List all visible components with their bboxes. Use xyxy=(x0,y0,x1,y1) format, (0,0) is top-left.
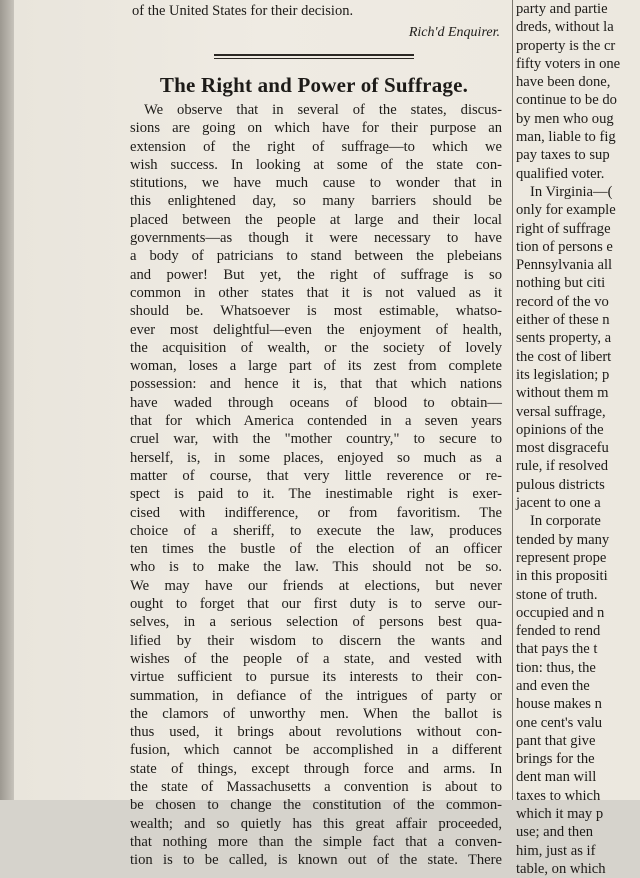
article-line: ten times the bustle of the election of an officer xyxy=(130,541,502,558)
adjacent-column-line: dent man will xyxy=(516,769,597,786)
article-line: summation, in defiance of the intrigues of party or xyxy=(130,687,502,704)
main-column xyxy=(120,0,508,869)
article-line: have waded through oceans of blood to obtain— xyxy=(130,394,502,411)
article-line: matter of course, that very little reverence or re- xyxy=(130,467,502,484)
adjacent-column-line: use; and then xyxy=(516,824,594,841)
adjacent-column-line: have been done, xyxy=(516,74,611,91)
adjacent-column-line: fifty voters in one xyxy=(516,55,621,72)
adjacent-column-line: and even the xyxy=(516,677,590,694)
article-line: state of things, except through force and arms. In xyxy=(130,760,502,777)
adjacent-column-line: In Virginia—( xyxy=(530,183,613,200)
article-line: We observe that in several of the states, discus- xyxy=(144,102,502,118)
adjacent-column-line: tion: thus, the xyxy=(516,659,596,676)
adjacent-column-line: that pays the t xyxy=(516,641,598,658)
article-line: that for which America contended in a seven years xyxy=(130,413,502,430)
adjacent-column-line: without them m xyxy=(516,385,609,402)
article-line: ever most delightful—even the enjoyment of health, xyxy=(130,321,502,338)
adjacent-column-line: In corporate xyxy=(530,513,601,530)
adjacent-column-line: by men who oug xyxy=(516,110,614,127)
article-line: possession: and hence it is, that that which nations xyxy=(130,376,502,393)
adjacent-column-line: pay taxes to sup xyxy=(516,147,610,164)
column-rule xyxy=(512,0,513,800)
adjacent-column-line: sents property, a xyxy=(516,330,612,347)
adjacent-column-line: one cent's valu xyxy=(516,714,603,731)
article-line: the clamors of unworthy men. When the ballot is xyxy=(130,705,502,722)
article-line: wish success. In looking at some of the state con- xyxy=(130,156,502,173)
adjacent-column-line: jacent to one a xyxy=(516,495,601,512)
article-line: common in other states that it is not valued as it xyxy=(130,284,502,301)
article-line: placed between the people at large and their local xyxy=(130,211,502,228)
adjacent-column-line: him, just as if xyxy=(516,842,596,859)
adjacent-column-line: property is the cr xyxy=(516,37,616,54)
adjacent-column-line: Pennsylvania all xyxy=(516,257,613,274)
article-line: ought to forget that our first duty is to serve our- xyxy=(130,596,502,613)
article-line: and power! But yet, the right of suffrage is so xyxy=(130,266,502,283)
adjacent-column-line: dreds, without la xyxy=(516,19,614,36)
adjacent-column-line: most disgracefu xyxy=(516,440,609,457)
adjacent-column-line: versal suffrage, xyxy=(516,403,606,420)
article-line: should be. Whatsoever is most estimable, whatso- xyxy=(130,303,502,320)
article-line: virtue sufficient to pursue its interests to their con- xyxy=(130,669,502,686)
adjacent-column-line: record of the vo xyxy=(516,293,609,310)
adjacent-column-line: opinions of the xyxy=(516,421,604,438)
adjacent-column-line: which it may p xyxy=(516,806,604,823)
article-line: this enlightened day, so many barriers should be xyxy=(130,193,502,210)
article-divider xyxy=(214,54,414,59)
article-line: be chosen to change the constitution of the common- xyxy=(130,797,502,814)
article-line: wishes of the people of a state, and vested with xyxy=(130,650,502,667)
adjacent-column-line: fended to rend xyxy=(516,623,601,640)
adjacent-column-line: man, liable to fig xyxy=(516,129,616,146)
article-line: lified by their wisdom to discern the wants and xyxy=(130,632,502,649)
article-line: tion is to be called, is known out of the state. There xyxy=(130,852,502,869)
article-body xyxy=(120,101,508,869)
article-line: herself, is, in some places, enjoyed so much as a xyxy=(130,449,502,466)
adjacent-column-line: the cost of libert xyxy=(516,348,612,365)
article-line: thus used, it brings about revolutions without con- xyxy=(130,724,502,741)
article-line: spect is paid to it. The inestimable right is exer- xyxy=(130,486,502,503)
adjacent-column-line: brings for the xyxy=(516,751,595,768)
article-line: wealth; and so quietly has this great affair proceeded, xyxy=(130,815,502,832)
adjacent-column-line: house makes n xyxy=(516,696,602,713)
article-line: woman, loses a large part of its zest from complete xyxy=(130,358,502,375)
adjacent-column-line: pant that give xyxy=(516,732,596,749)
adjacent-column-line: rule, if resolved xyxy=(516,458,608,475)
article-line: fusion, which cannot be accomplished in a different xyxy=(130,742,502,759)
article-line: sions are going on which have for their purpose an xyxy=(130,120,502,137)
adjacent-column-line: qualified voter. xyxy=(516,165,605,182)
article-line: extension of the right of suffrage—to which we xyxy=(130,138,502,155)
adjacent-column-line: continue to be do xyxy=(516,92,617,109)
adjacent-column-line: only for example xyxy=(516,202,616,219)
adjacent-column xyxy=(516,0,640,877)
article-line: We may have our friends at elections, but never xyxy=(130,577,502,594)
article-line: a body of patricians to stand between the plebeians xyxy=(130,248,502,265)
article-line: cruel war, with the "mother country," to secure to xyxy=(130,431,502,448)
previous-article-signature: Rich'd Enquirer. xyxy=(408,25,500,40)
adjacent-column-line: tended by many xyxy=(516,531,610,548)
adjacent-column-line: taxes to which xyxy=(516,787,601,804)
adjacent-column-line: nothing but citi xyxy=(516,275,606,292)
article-line: that nothing more than the simple fact that a conven- xyxy=(130,833,502,850)
article-line: stitutions, we have much cause to wonder that in xyxy=(130,175,502,192)
article-line: who is to make the law. This should not be so. xyxy=(130,559,502,576)
adjacent-column-line: table, on which xyxy=(516,860,606,877)
adjacent-column-line: in this propositi xyxy=(516,568,608,585)
adjacent-column-line: tion of persons e xyxy=(516,238,613,255)
article-line: the state of Massachusetts a convention is about to xyxy=(130,778,502,795)
adjacent-column-line: party and partie xyxy=(516,1,608,17)
article-line: selves, in a serious selection of persons best qua- xyxy=(130,614,502,631)
article-line: governments—as though it were necessary to have xyxy=(130,230,502,247)
article-line: cised with indifference, or from favoritism. The xyxy=(130,504,502,521)
adjacent-column-line: represent prope xyxy=(516,549,607,566)
article-line: choice of a sheriff, to execute the law, produces xyxy=(130,522,502,539)
page-gutter-shadow xyxy=(0,0,14,800)
adjacent-column-line: pulous districts xyxy=(516,476,605,493)
adjacent-column-line: either of these n xyxy=(516,312,610,329)
article-line: the acquisition of wealth, or the society of lovely xyxy=(130,339,502,356)
article-headline: The Right and Power of Suffrage. xyxy=(159,73,469,97)
adjacent-column-line: its legislation; p xyxy=(516,366,610,383)
previous-article-line: of the United States for their decision. xyxy=(132,3,354,19)
adjacent-column-line: stone of truth. xyxy=(516,586,598,603)
adjacent-column-line: right of suffrage xyxy=(516,220,611,237)
adjacent-column-line: occupied and n xyxy=(516,604,605,621)
